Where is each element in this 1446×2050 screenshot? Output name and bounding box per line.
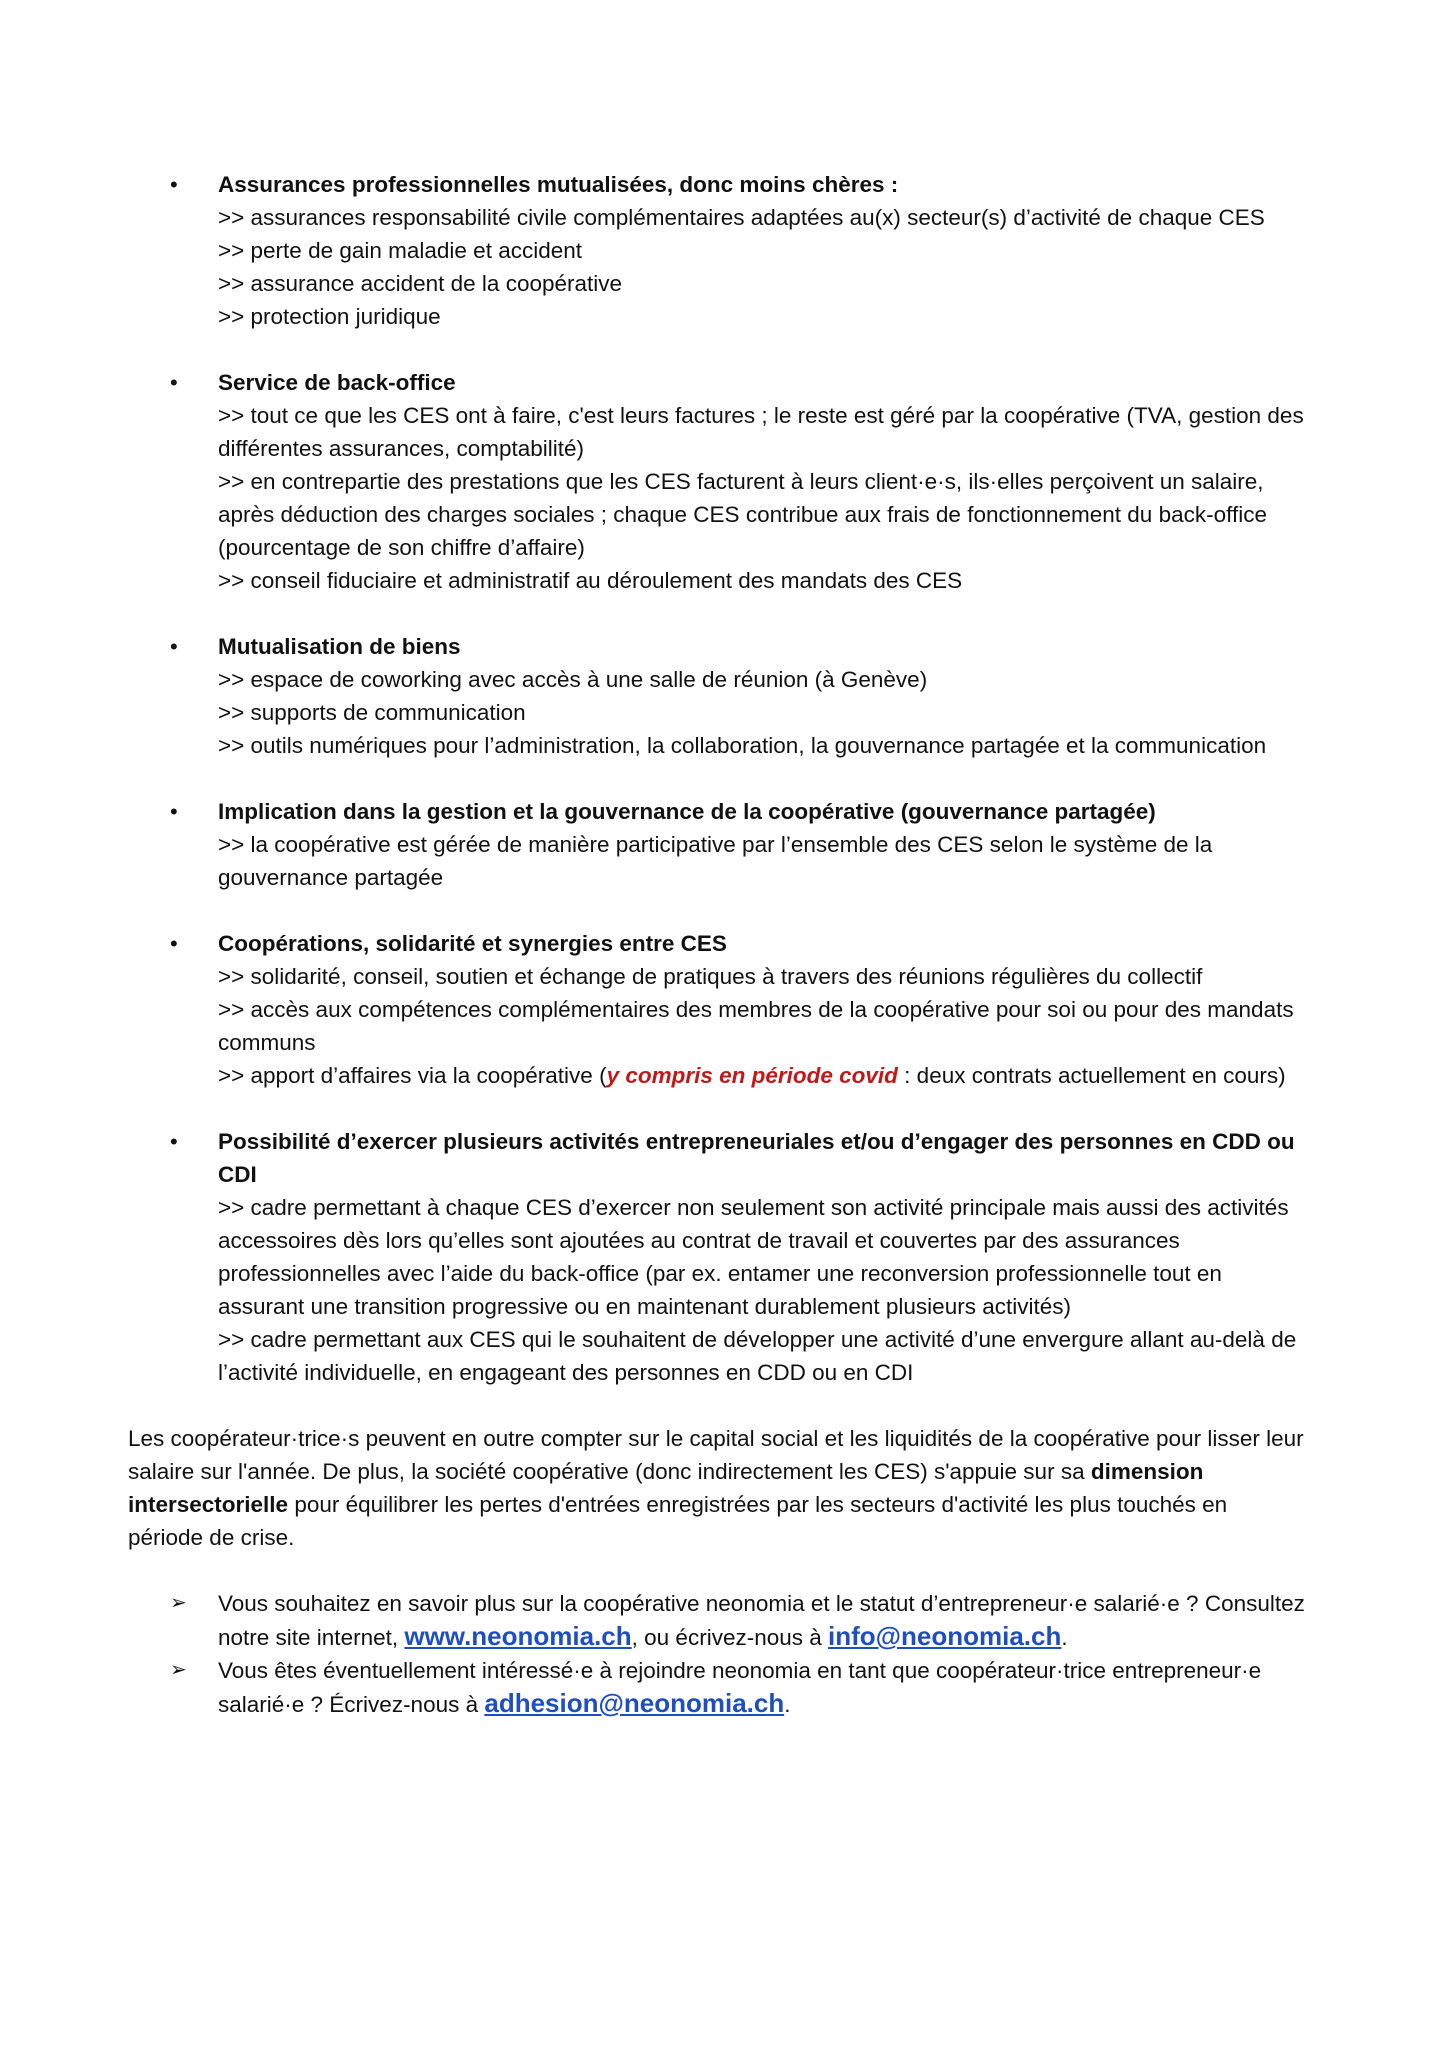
bullet-icon: • (170, 799, 178, 824)
bullet-icon: • (170, 370, 178, 395)
contact-text: Vous êtes éventuellement intéressé·e à rejoindre neonomia en tant que coopérateur·trice entrepreneur·e salarié·e ? Écrivez-nous à (218, 1658, 1262, 1717)
summary-paragraph (128, 1422, 1306, 1554)
item-line: >> tout ce que les CES ont à faire, c'est leurs factures ; le reste est géré par la coopérative (TVA, gestion des différentes assurances, comptabilité) (218, 403, 1304, 461)
contact-item-membership (128, 1654, 1306, 1721)
item-line: >> supports de communication (218, 700, 526, 725)
item-line: >> protection juridique (218, 304, 441, 329)
item-title: Assurances professionnelles mutualisées, donc moins chères : (218, 172, 899, 197)
item-line: >> conseil fiduciaire et administratif au déroulement des mandats des CES (218, 568, 963, 593)
info-email-link[interactable]: info@neonomia.ch (828, 1621, 1062, 1651)
item-title: Coopérations, solidarité et synergies entre CES (218, 931, 727, 956)
item-title: Implication dans la gestion et la gouvernance de la coopérative (gouvernance partagée) (218, 799, 1156, 824)
item-line: >> assurances responsabilité civile complémentaires adaptées au(x) secteur(s) d’activité de chaque CES (218, 205, 1265, 230)
contact-text: , ou écrivez-nous à (631, 1625, 829, 1650)
list-item-insurance (128, 168, 1306, 333)
website-link[interactable]: www.neonomia.ch (404, 1621, 632, 1651)
bullet-icon: • (170, 634, 178, 659)
item-line: >> cadre permettant à chaque CES d’exercer non seulement son activité principale mais aussi des activités accessoires dès lors qu’elles sont ajoutées au contrat de travail et couvertes par des assurances professionnelles avec l’aide du back-office (par ex. entamer une reconversion professionnelle tout en assurant une transition progressive ou en maintenant durablement plusieurs activités) (218, 1195, 1289, 1319)
arrow-bullet-icon: ➢ (170, 1592, 187, 1614)
list-item-governance (128, 795, 1306, 894)
item-line: >> la coopérative est gérée de manière participative par l’ensemble des CES selon le système de la gouvernance partagée (218, 832, 1213, 890)
item-title: Service de back-office (218, 370, 456, 395)
paragraph-text: Les coopérateur·trice·s peuvent en outre compter sur le capital social et les liquidités de la coopérative pour lisser leur salaire sur l'année. De plus, la société coopérative (donc indirectement les CES) s'appuie sur sa (128, 1426, 1304, 1484)
contact-item-info (128, 1587, 1306, 1654)
item-title: Mutualisation de biens (218, 634, 461, 659)
item-line: >> assurance accident de la coopérative (218, 271, 623, 296)
item-line: >> outils numériques pour l’administration, la collaboration, la gouvernance partagée et la communication (218, 733, 1267, 758)
list-item-back-office (128, 366, 1306, 597)
line-text: >> apport d’affaires via la coopérative ( (218, 1063, 607, 1088)
item-line: >> cadre permettant aux CES qui le souhaitent de développer une activité d’une envergure allant au-delà de l’activité individuelle, en engageant des personnes en CDD ou en CDI (218, 1327, 1297, 1385)
list-item-shared-goods (128, 630, 1306, 762)
contact-list (128, 1587, 1306, 1721)
arrow-bullet-icon: ➢ (170, 1659, 187, 1681)
line-text: : deux contrats actuellement en cours) (897, 1063, 1286, 1088)
bullet-icon: • (170, 172, 178, 197)
contact-text: Vous souhaitez en savoir plus sur la coopérative neonomia et le statut d’entrepreneur·e salarié·e ? Consultez notre site internet, (218, 1591, 1305, 1650)
bullet-icon: • (170, 931, 178, 956)
item-title: Possibilité d’exercer plusieurs activités entrepreneuriales et/ou d’engager des personnes en CDD ou CDI (218, 1129, 1295, 1187)
contact-text: . (1061, 1625, 1068, 1650)
membership-email-link[interactable]: adhesion@neonomia.ch (484, 1688, 785, 1718)
item-line: >> solidarité, conseil, soutien et échange de pratiques à travers des réunions régulières du collectif (218, 964, 1203, 989)
item-line: >> en contrepartie des prestations que les CES facturent à leurs client·e·s, ils·elles perçoivent un salaire, après déduction des charges sociales ; chaque CES contribue aux frais de fonctionnement du back-office (pourcentage de son chiffre d’affaire) (218, 469, 1267, 560)
bullet-icon: • (170, 1129, 178, 1154)
item-line-covid (218, 1059, 1306, 1092)
item-line: >> perte de gain maladie et accident (218, 238, 582, 263)
paragraph-bold: dimension intersectorielle (128, 1459, 1204, 1517)
item-line: >> espace de coworking avec accès à une salle de réunion (à Genève) (218, 667, 928, 692)
list-item-cooperation (128, 927, 1306, 1092)
item-line: >> accès aux compétences complémentaires des membres de la coopérative pour soi ou pour des mandats communs (218, 997, 1294, 1055)
list-item-multi-activity (128, 1125, 1306, 1389)
contact-text: . (784, 1692, 791, 1717)
services-list (128, 168, 1306, 1389)
paragraph-text: pour équilibrer les pertes d'entrées enregistrées par les secteurs d'activité les plus touchés en période de crise. (128, 1492, 1228, 1550)
covid-highlight: y compris en période covid (606, 1063, 898, 1088)
